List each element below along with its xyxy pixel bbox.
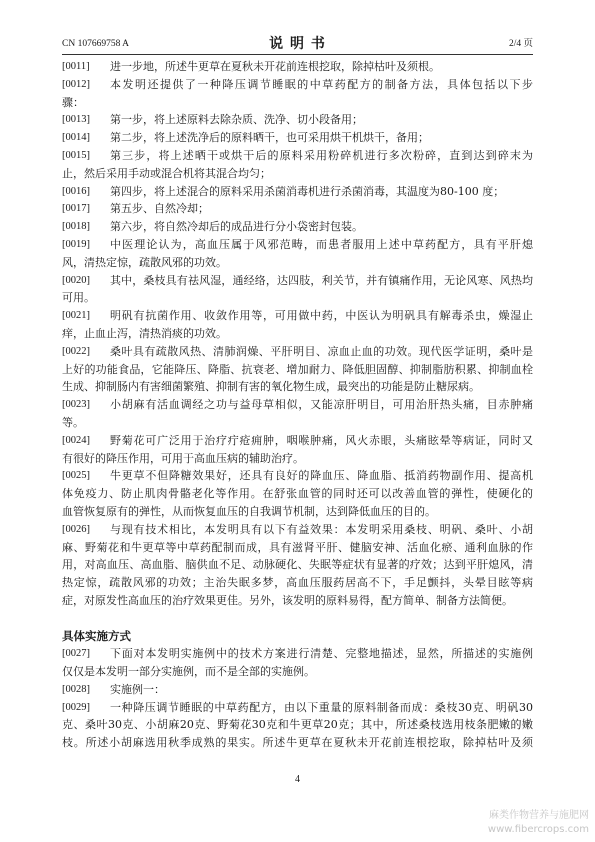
paragraph-0012 bbox=[62, 76, 533, 112]
paragraph-number: [0020] bbox=[62, 274, 90, 286]
paragraph-text: 枝。所述小胡麻选用秋季成熟的果实。所述牛更草在夏秋未开花前连根挖取，除掉枯叶及须 bbox=[62, 736, 533, 750]
paragraph-text: 第六步，将自然冷却后的成品进行分小袋密封包装。 bbox=[110, 220, 363, 234]
paragraph-text: 症，对原发性高血压的治疗效果更佳。另外，该发明的原料易得，配方简单、制备方法简便。 bbox=[62, 593, 513, 607]
paragraph-0026 bbox=[62, 521, 533, 610]
paragraph-text: 第一步，将上述原料去除杂质、洗净、切小段备用； bbox=[110, 113, 363, 127]
paragraph-text: 可用。 bbox=[62, 291, 95, 305]
paragraph-text: 热定惊，疏散风邪的功效；主治失眠多梦，高血压服药居高不下，手足颤抖，头晕目眩等病 bbox=[62, 576, 533, 590]
paragraph-0015 bbox=[62, 147, 533, 183]
paragraph-text: 用，对高血压、高血脂、脑供血不足、动脉硬化、失眠等症状有显著的疗效；达到平肝熄风，清 bbox=[62, 558, 533, 572]
paragraph-text: 痒，止血止泻，清热消痰的功效。 bbox=[62, 326, 227, 340]
paragraph-line bbox=[62, 396, 533, 414]
paragraph-number: [0013] bbox=[62, 114, 90, 126]
paragraph-number: [0021] bbox=[62, 310, 90, 322]
paragraph-0013 bbox=[62, 111, 533, 129]
paragraph-0018 bbox=[62, 218, 533, 236]
paragraph-number: [0015] bbox=[62, 149, 90, 161]
header-rule bbox=[62, 54, 533, 55]
paragraph-number: [0016] bbox=[62, 185, 90, 197]
paragraph-text: 第二步，将上述洗净后的原料晒干，也可采用烘干机烘干，备用； bbox=[110, 131, 429, 145]
paragraph-text: 小胡麻有活血调经之功与益母草相似，又能凉肝明目，可用治肝热头痛，目赤肿痛 bbox=[110, 398, 533, 412]
paragraph-number: [0029] bbox=[62, 701, 90, 713]
paragraph-number: [0019] bbox=[62, 238, 90, 250]
paragraph-text: 明矾有抗菌作用、收敛作用等，可用做中药，中医认为明矾具有解毒杀虫，燥湿止 bbox=[110, 309, 533, 323]
paragraph-line bbox=[62, 218, 533, 236]
publication-number: CN 107669758 A bbox=[62, 39, 130, 49]
paragraph-number: [0018] bbox=[62, 221, 90, 233]
watermark-url: www.fibercrops.com bbox=[487, 824, 589, 835]
paragraph-text: 仅仅是本发明一部分实施例，而不是全部的实施例。 bbox=[62, 665, 315, 679]
paragraph-0011 bbox=[62, 58, 533, 76]
paragraph-number: [0011] bbox=[62, 61, 90, 72]
paragraph-text: 生成、抑制肠内有害细菌繁殖、抑制有害的氧化物生成，最突出的功能是防止糖尿病。 bbox=[62, 380, 480, 394]
paragraph-text: 进一步地，所述牛更草在夏秋未开花前连根挖取，除掉枯叶及须根。 bbox=[110, 60, 440, 73]
paragraph-text: 血管恢复原有的弹性，从而恢复血压的自我调节机制，达到降低血压的目的。 bbox=[62, 504, 436, 518]
paragraph-0016 bbox=[62, 183, 533, 201]
paragraph-0021 bbox=[62, 307, 533, 343]
paragraph-0028 bbox=[62, 681, 533, 699]
paragraph-line bbox=[62, 645, 533, 663]
paragraph-text: 实施例一： bbox=[110, 682, 165, 696]
paragraph-text: 骤： bbox=[62, 95, 84, 109]
paragraph-text: 克、桑叶30克、小胡麻20克、野菊花30克和牛更草20克；其中，所述桑枝选用枝条肥嫩的嫩 bbox=[62, 718, 533, 732]
watermark-site-name: 麻类作物营养与施肥网 bbox=[489, 810, 589, 821]
paragraph-text: 本发明还提供了一种降压调节睡眠的中草药配方的制备方法，具体包括以下步 bbox=[110, 77, 533, 91]
document-title: 说 明 书 bbox=[269, 36, 326, 52]
paragraph-number: [0025] bbox=[62, 470, 90, 482]
paragraph-line bbox=[62, 76, 533, 94]
paragraph-text: 野菊花可广泛用于治疗疔疮痈肿，咽喉肿痛，风火赤眼，头痛眩晕等病证，同时又 bbox=[110, 433, 533, 447]
paragraph-number: [0014] bbox=[62, 132, 90, 144]
paragraph-line bbox=[62, 467, 533, 485]
paragraph-0014 bbox=[62, 129, 533, 147]
paragraph-text: 有很好的降压作用，可用于高血压病的辅助治疗。 bbox=[62, 451, 304, 465]
paragraph-text: 桑叶具有疏散风热、清肺润燥、平肝明目、凉血止血的功效。现代医学证明，桑叶是 bbox=[110, 344, 533, 358]
paragraph-line bbox=[62, 307, 533, 325]
paragraph-text: 第四步，将上述混合的原料采用杀菌消毒机进行杀菌消毒，其温度为80-100 度； bbox=[110, 184, 505, 198]
paragraph-text: 体免疫力、防止肌肉骨骼老化等作用。在舒张血管的同时还可以改善血管的弹性，使硬化的 bbox=[62, 487, 533, 501]
paragraph-number: [0022] bbox=[62, 345, 90, 357]
paragraph-number: [0024] bbox=[62, 434, 90, 446]
paragraph-line bbox=[62, 183, 533, 201]
page-indicator: 2/4 页 bbox=[508, 39, 533, 49]
paragraph-0022 bbox=[62, 343, 533, 396]
paragraph-text: 等。 bbox=[62, 415, 84, 429]
paragraph-0024 bbox=[62, 432, 533, 468]
paragraph-line bbox=[62, 681, 533, 699]
paragraph-0023 bbox=[62, 396, 533, 432]
paragraph-0029 bbox=[62, 699, 533, 752]
section-spacer bbox=[62, 610, 533, 628]
paragraph-text: 止，然后采用手动或混合机将其混合均匀； bbox=[62, 166, 271, 180]
page-number: 4 bbox=[295, 774, 300, 785]
paragraph-line bbox=[62, 129, 533, 147]
paragraph-text: 第三步，将上述晒干或烘干后的原料采用粉碎机进行多次粉碎，直到达到碎末为 bbox=[110, 148, 533, 162]
paragraph-0017 bbox=[62, 200, 533, 218]
paragraph-number: [0028] bbox=[62, 683, 90, 695]
paragraph-line bbox=[62, 200, 533, 218]
paragraph-text: 中医理论认为，高血压属于风邪范畴，而患者服用上述中草药配方，具有平肝熄 bbox=[110, 237, 533, 251]
paragraph-number: [0027] bbox=[62, 648, 90, 660]
paragraph-text: 牛更草不但降糖效果好，还具有良好的降血压、降血脂、抵消药物副作用、提高机 bbox=[110, 469, 533, 483]
watermark bbox=[488, 809, 589, 837]
paragraph-text: 第五步、自然冷却； bbox=[110, 202, 209, 216]
paragraph-0027 bbox=[62, 645, 533, 681]
paragraph-line bbox=[62, 111, 533, 129]
paragraph-0020 bbox=[62, 272, 533, 308]
document-body bbox=[62, 58, 533, 752]
paragraph-number: [0023] bbox=[62, 399, 90, 411]
paragraph-line bbox=[62, 147, 533, 165]
paragraph-text: 与现有技术相比，本发明具有以下有益效果：本发明采用桑枝、明矾、桑叶、小胡 bbox=[110, 522, 533, 536]
paragraph-line bbox=[62, 236, 533, 254]
paragraph-line bbox=[62, 343, 533, 361]
paragraph-text: 一种降压调节睡眠的中草药配方，由以下重量的原料制备而成：桑枝30克、明矾30 bbox=[110, 700, 533, 714]
paragraph-number: [0017] bbox=[62, 203, 90, 215]
paragraph-line bbox=[62, 58, 533, 76]
paragraph-text: 风，清热定惊，疏散风邪的功效。 bbox=[62, 255, 227, 269]
paragraph-line bbox=[62, 521, 533, 539]
paragraph-0025 bbox=[62, 467, 533, 520]
paragraph-text: 其中，桑枝具有祛风湿，通经络，达四肢，利关节，并有镇痛作用，无论风寒、风热均 bbox=[110, 273, 533, 287]
paragraph-line bbox=[62, 432, 533, 450]
section-heading: 具体实施方式 bbox=[62, 628, 131, 643]
paragraph-number: [0026] bbox=[62, 523, 90, 535]
paragraph-text: 上好的功能食品，它能降压、降脂、抗衰老、增加耐力、降低胆固醇、抑制脂肪积累、抑制血栓 bbox=[62, 362, 533, 376]
paragraph-text: 麻、野菊花和牛更草等中草药配制而成，具有滋肾平肝、健脑安神、活血化瘀、通利血脉的作 bbox=[62, 540, 533, 554]
paragraph-line bbox=[62, 699, 533, 717]
paragraph-0019 bbox=[62, 236, 533, 272]
paragraph-number: [0012] bbox=[62, 78, 90, 90]
paragraph-line bbox=[62, 272, 533, 290]
paragraph-text: 下面对本发明实施例中的技术方案进行清楚、完整地描述，显然，所描述的实施例 bbox=[110, 647, 533, 661]
